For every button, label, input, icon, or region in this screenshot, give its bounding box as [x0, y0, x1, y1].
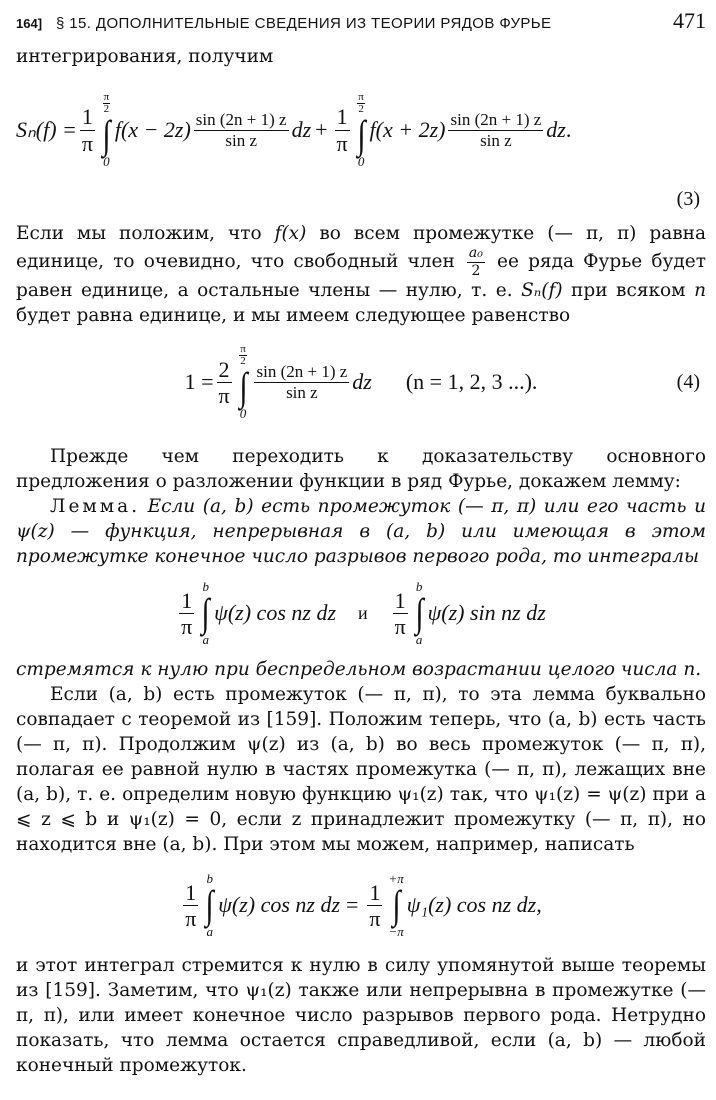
integrand-sin: ψ(z) sin nz dz	[427, 600, 546, 626]
integrand-psi1-cos: ψ₁(z) cos nz dz,	[406, 892, 542, 918]
sin-ratio: $\frac{\sin (2n + 1) z}{\text{sin z}}$	[450, 109, 542, 150]
integrand-cos: ψ(z) cos nz dz	[218, 892, 341, 918]
lemma-statement	[16, 494, 706, 569]
integral-sign: b ∫ a	[205, 871, 214, 940]
plus-sign: +	[315, 117, 328, 142]
differential: dz	[546, 117, 566, 142]
running-header	[16, 8, 706, 44]
upper-limit-pi-over-2: π 2	[103, 91, 110, 115]
integrand-cos: ψ(z) cos nz dz	[214, 600, 336, 626]
eq3-number-row	[16, 185, 706, 211]
book-page	[16, 8, 706, 1078]
equation-psi1	[16, 857, 706, 953]
lemma-label: Лемма.	[50, 496, 141, 518]
eq4-lhs: 1 =	[184, 369, 214, 395]
upper-limit-pi-over-2: π 2	[240, 343, 246, 368]
frac-1-over-pi: $\frac{1}{\pi}$	[185, 879, 197, 931]
upper-limit-pi-over-2: π 2	[358, 91, 364, 115]
frac-1-over-pi: $\frac{1}{\pi}$	[394, 587, 406, 639]
equation-3: Sₙ(f) = $\frac{1}{\pi}$ π 2 ∫ 0 f(x − 2z) $\frac{\sin (2n + 1) z}{\text{sin z}}$ dz + $\frac{1}{\pi}$ π 2 ∫ 0 f(x + 2z) $\frac{\sin (2n + 1) z}{\text{sin z}}$ dz .	[16, 91, 572, 169]
lemma-text: Если (a, b) есть промежуток (— π, π) или его часть и ψ(z) — функция, непрерывная в (a, b) или имеющая в этом промежутке конечное число разрывов первого рода, то интегралы	[16, 496, 706, 568]
lemma-conclusion: стремятся к нулю при беспредельном возрастании целого числа n.	[16, 659, 702, 681]
eq3-lhs: Sₙ(f) =	[16, 117, 77, 142]
sin-ratio: $\frac{\sin (2n + 1) z}{\text{sin z}}$	[256, 362, 348, 402]
equation-4	[16, 332, 706, 432]
header-title: § 15. ДОПОЛНИТЕЛЬНЫЕ СВЕДЕНИЯ ИЗ ТЕОРИИ РЯДОВ ФУРЬЕ	[56, 15, 552, 32]
equation-number-4: (4)	[676, 370, 700, 393]
differential: dz	[291, 117, 312, 142]
integral-sign: b ∫ a	[415, 579, 424, 648]
paragraph-3: Если (a, b) есть промежуток (— π, π), то эта лемма буквально совпадает с теоремой из [159]. Положим теперь, что (a, b) есть часть (— π, π). Продолжим ψ(z) из (a, b) во весь промежуток (— π, π), полагая ее равной нулю в частях промежутка (— π, π), лежащих вне (a, b), т. е. определим новую функцию ψ₁(z) так, что ψ₁(z) = ψ(z) при a ⩽ z ⩽ b и ψ₁(z) = 0, если z принадлежит промежутку (— π, π), но находится вне (a, b). При этом мы можем, например, написать	[16, 684, 707, 856]
differential: dz	[352, 369, 372, 395]
frac-2-over-pi: $\frac{2}{\pi}$	[218, 356, 230, 408]
integrand-f-plus: f(x + 2z)	[369, 117, 446, 142]
page-number: 471	[673, 8, 706, 33]
integral-sign: π 2 ∫ 0	[356, 91, 366, 169]
equals-sign: =	[346, 892, 359, 918]
sin-ratio: $\frac{\sin (2n + 1) z}{\text{sin z}}$	[195, 109, 287, 150]
intro-line: интегрирования, получим	[16, 46, 274, 67]
eq4-condition: (n = 1, 2, 3 ...).	[405, 369, 538, 395]
frac-1-over-pi: $\frac{1}{\pi}$	[336, 104, 348, 156]
paragraph-1: Если мы положим, что f(x) во всем промежутке (— π, π) равна единице, то очевидно, что свободный член $\frac{\text{a₀}}{2}$ ее ряда Фурье будет равен единице, а остальные члены — нулю, т. е. Sₙ(f) при всяком n будет равна единице, и мы имеем следующее равенство	[16, 223, 706, 327]
integral-sign: +π ∫ −π	[388, 871, 404, 940]
conjunction: и	[358, 602, 368, 623]
paragraph-2: Прежде чем переходить к доказательству основного предложения о разложении функции в ряд Фурье, докажем лемму:	[16, 446, 706, 493]
integral-sign: b ∫ a	[201, 579, 210, 648]
equation-number-3: (3)	[676, 188, 700, 210]
frac-1-over-pi: $\frac{1}{\pi}$	[369, 879, 381, 931]
paragraph-4: и этот интеграл стремится к нулю в силу упомянутой выше теоремы из [159]. Заметим, что ψ₁(z) также или непрерывна в промежутке (— π, π), или имеет конечное число разрывов первого рода. Нетрудно показать, что лемма остается справедливой, если (a, b) — любой конечный промежуток.	[16, 955, 706, 1077]
integral-sign: π 2 ∫ 0	[238, 343, 248, 422]
lemma-integrals	[16, 569, 706, 657]
a0-over-2: $\frac{\text{a₀}}{2}$	[468, 245, 483, 279]
integrand-f-minus: f(x − 2z)	[114, 117, 191, 142]
frac-1-over-pi: $\frac{1}{\pi}$	[181, 587, 193, 639]
frac-1-over-pi: $\frac{1}{\pi}$	[81, 104, 93, 156]
section-marker: 164]	[16, 16, 43, 31]
integral-sign: π 2 ∫ 0	[102, 91, 111, 169]
